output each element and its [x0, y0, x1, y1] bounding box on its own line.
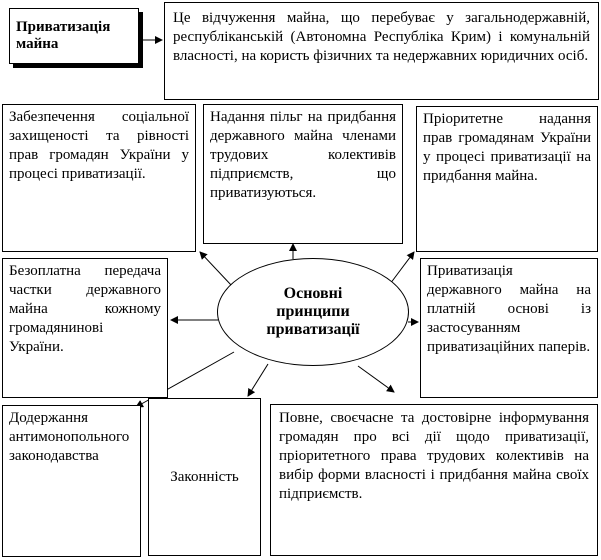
principle-benefits-box [203, 104, 403, 244]
center-title: Основні принципи приватизації [266, 285, 360, 338]
arrow-to-priority [390, 252, 414, 284]
principle-free-text: Безоплатна передача частки державного майна кожному громадянинові України. [9, 263, 161, 355]
principle-social-text: Забезпечення соціальної захищеності та рівності прав громадян України у процесі приватизації. [9, 109, 189, 182]
principle-priority-box [416, 106, 598, 252]
principle-paid-box [420, 258, 598, 398]
principle-free-box [2, 258, 168, 398]
principle-social-box [2, 104, 196, 252]
privatization-title: Приватизація майна [16, 19, 111, 52]
privatization-title-box [9, 8, 139, 64]
principle-informing-box [270, 404, 598, 556]
arrow-to-legality [248, 364, 268, 396]
center-ellipse [217, 258, 409, 366]
principle-legality-box [148, 398, 261, 556]
principle-antimonopoly-text: Додержання антимонопольного законодавства [9, 410, 130, 464]
principle-legality-text: Законність [170, 468, 239, 485]
principle-paid-text: Приватизація державного майна на платній основі із застосуванням приватизаційних паперів. [427, 263, 591, 355]
arrow-to-informing [358, 366, 394, 392]
definition-box [164, 2, 599, 100]
principle-benefits-text: Надання пільг на придбання державного майна членами трудових колективів підприємств, що приватизуються. [210, 109, 396, 201]
principle-antimonopoly-box [2, 405, 141, 557]
definition-text: Це відчуження майна, що перебуває у загальнодержавній, республіканській (Автономна Республіка Крим) і комунальній власності, на користь фізичних та недержавних юридичних осіб. [173, 10, 590, 64]
principle-informing-text: Повне, своєчасне та достовірне інформування громадян про всі дії щодо приватизації, пріоритетного права трудових колективів на вибір форми власності і придбання майна своїх підприємств. [279, 410, 589, 502]
principle-priority-text: Пріоритетне надання прав громадянам України у процесі приватизації на придбання майна. [423, 111, 591, 184]
arrow-to-social [200, 252, 232, 286]
